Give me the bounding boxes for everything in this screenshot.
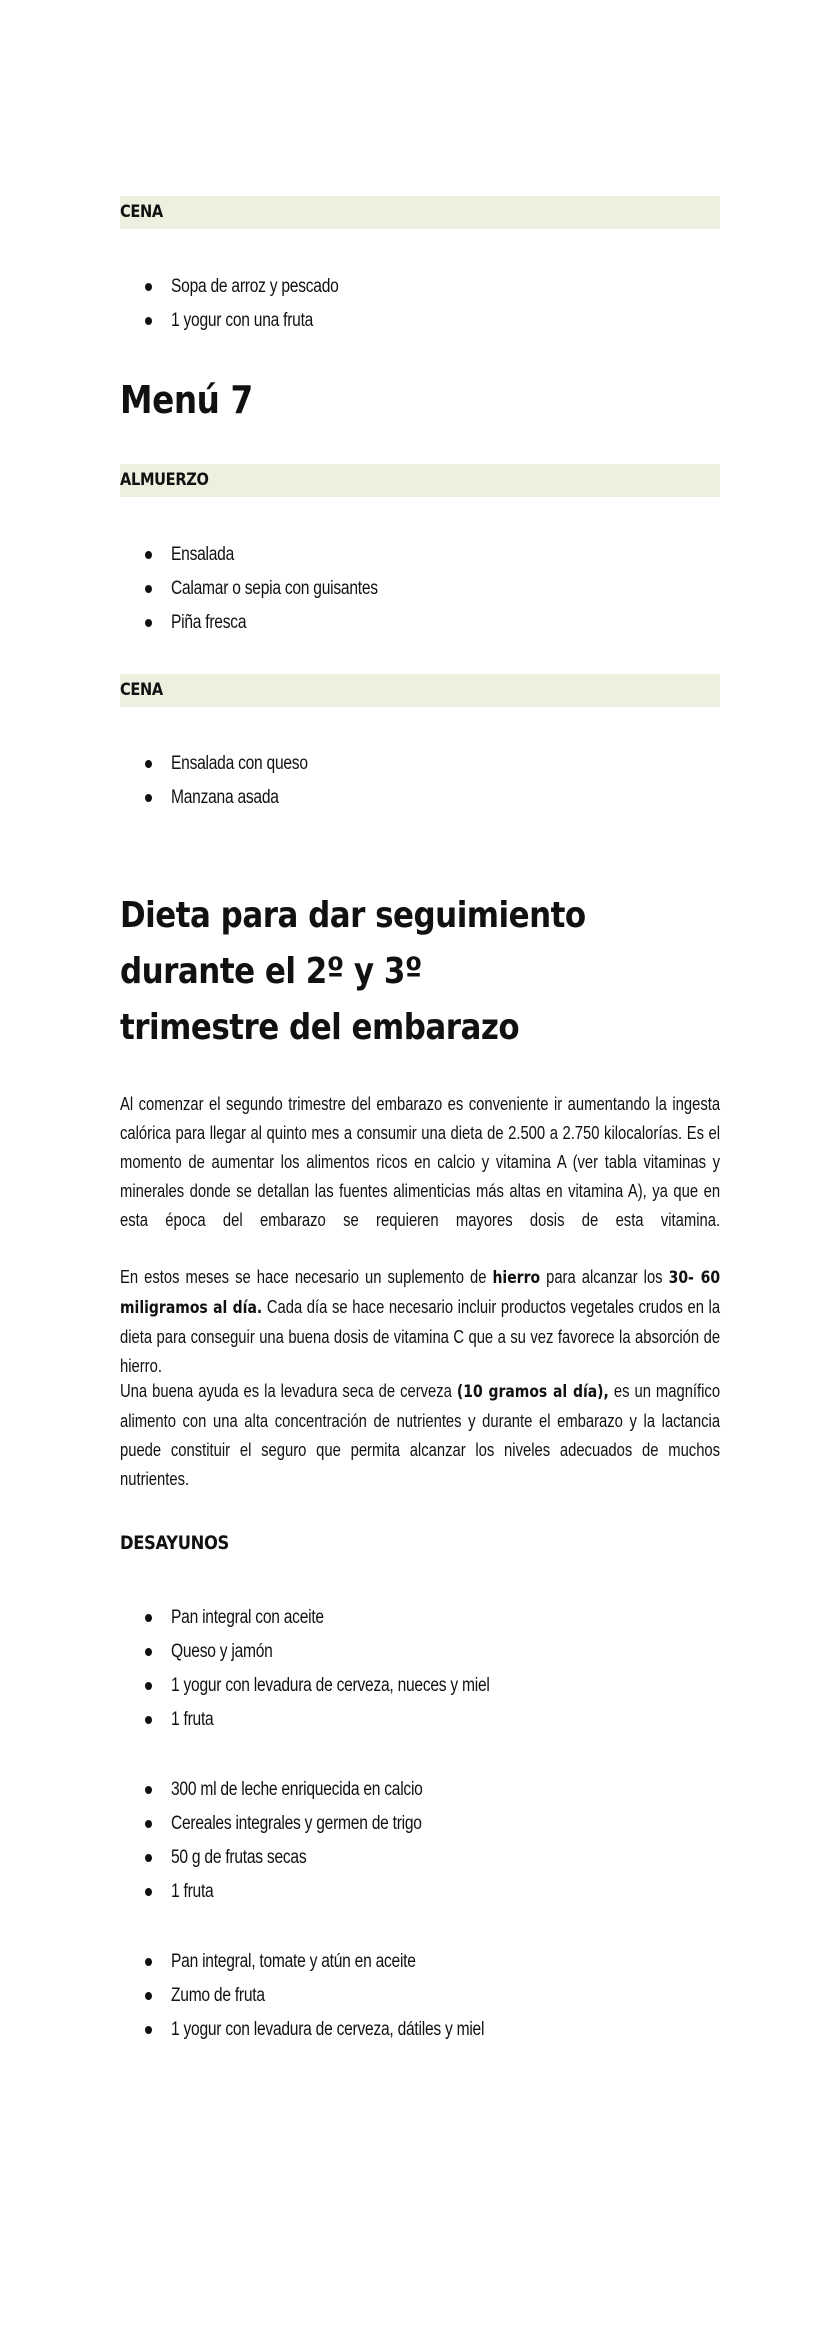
list-item: 300 ml de leche enriquecida en calcio — [120, 1773, 720, 1807]
section-title: Dieta para dar seguimiento durante el 2º y 3º trimestre del embarazo — [120, 895, 586, 1048]
list-item: Pan integral con aceite — [120, 1601, 720, 1635]
desayuno-list-2 — [120, 1773, 720, 1909]
list-item: 1 fruta — [120, 1875, 720, 1909]
almuerzo-heading: ALMUERZO — [120, 470, 209, 490]
list-item: Calamar o sepia con guisantes — [120, 572, 720, 606]
list-item: Zumo de fruta — [120, 1979, 720, 2013]
list-item: Cereales integrales y germen de trigo — [120, 1807, 720, 1841]
list-item: Piña fresca — [120, 606, 720, 640]
list-item: Queso y jamón — [120, 1635, 720, 1669]
cena-7-list — [120, 747, 720, 815]
cena-list — [120, 270, 720, 338]
cena-7-heading-bar — [120, 674, 720, 707]
list-item: 1 fruta — [120, 1703, 720, 1737]
cena-heading: CENA — [120, 202, 163, 222]
list-item: Manzana asada — [120, 781, 720, 815]
cena-heading-bar — [120, 196, 720, 229]
almuerzo-heading-bar — [120, 464, 720, 497]
desayuno-list-3 — [120, 1945, 720, 2047]
menu-7-title: Menú 7 — [120, 378, 253, 422]
desayunos-heading: DESAYUNOS — [120, 1532, 229, 1554]
paragraph-hierro: En estos meses se hace necesario un suplemento de hierro para alcanzar los 30- 60 miligramos al día. Cada día se hace necesario incluir productos vegetales crudos en la dieta para conseguir una buena dosis de vitamina C que a su vez favorece la absorción de hierro. — [120, 1267, 721, 1376]
list-item: Sopa de arroz y pescado — [120, 270, 720, 304]
list-item: 1 yogur con una fruta — [120, 304, 720, 338]
almuerzo-list — [120, 538, 720, 640]
list-item: Pan integral, tomate y atún en aceite — [120, 1945, 720, 1979]
cena-7-heading: CENA — [120, 680, 163, 700]
list-item: Ensalada — [120, 538, 720, 572]
list-item: 50 g de frutas secas — [120, 1841, 720, 1875]
list-item: Ensalada con queso — [120, 747, 720, 781]
paragraph-calorias: Al comenzar el segundo trimestre del embarazo es conveniente ir aumentando la ingesta calórica para llegar al quinto mes a consumir una dieta de 2.500 a 2.750 kilocalorías. Es el momento de aumentar los alimentos ricos en calcio y vitamina A (ver tabla vitaminas y minerales donde se detallan las fuentes alimenticias más altas en vitamina A), ya que en esta época del embarazo se requieren mayores dosis de esta vitamina. — [120, 1094, 721, 1230]
desayuno-list-1 — [120, 1601, 720, 1737]
list-item: 1 yogur con levadura de cerveza, nueces y miel — [120, 1669, 720, 1703]
list-item: 1 yogur con levadura de cerveza, dátiles y miel — [120, 2013, 720, 2047]
paragraph-levadura: Una buena ayuda es la levadura seca de cerveza (10 gramos al día), es un magnífico alimento con una alta concentración de nutrientes y durante el embarazo y la lactancia puede constituir el seguro que permita alcanzar los niveles adecuados de muchos nutrientes. — [120, 1381, 721, 1489]
